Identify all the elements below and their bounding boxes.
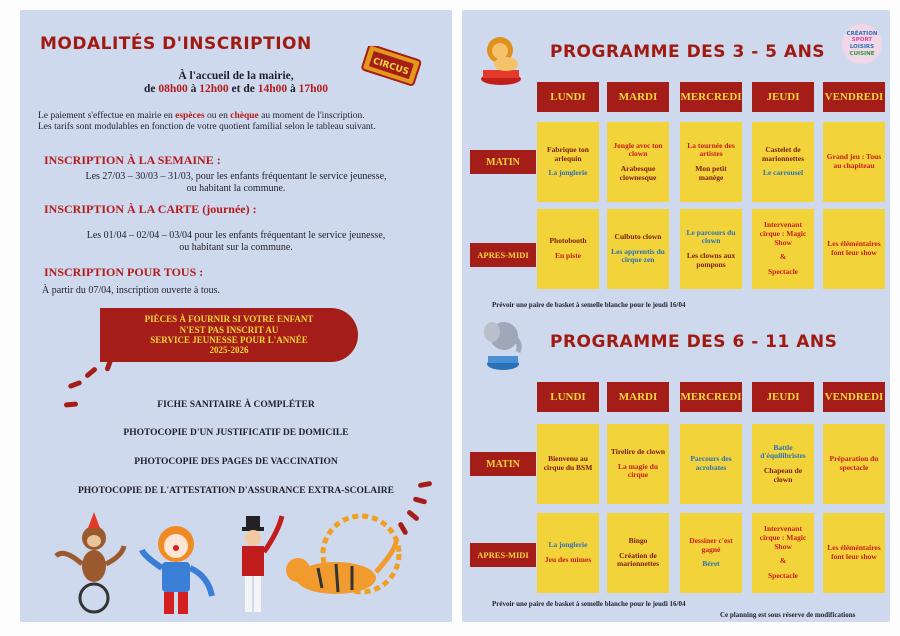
lion-icon <box>478 34 524 86</box>
basket-note-6-11: Prévoir une paire de basket à semelle blanche pour le jeudi 16/04 <box>492 600 686 608</box>
programme-3-5-title: PROGRAMME DES 3 - 5 ANS <box>550 42 826 62</box>
document-item: PHOTOCOPIE DE L'ATTESTATION D'ASSURANCE EXTRA-SCOLAIRE <box>77 486 395 496</box>
activity-label: Jongle avec ton clown <box>613 140 663 159</box>
carte-heading: INSCRIPTION À LA CARTE (journée) : <box>44 202 257 216</box>
activity-card <box>823 209 885 289</box>
slot-matin: MATIN <box>470 150 536 174</box>
inscription-title: MODALITÉS D'INSCRIPTION <box>40 34 312 54</box>
activity-card <box>537 209 599 289</box>
activity-label: Bingo <box>628 536 648 546</box>
activity-label: Les clowns aux pompons <box>686 251 736 269</box>
activity-label: Fabrique ton arlequin <box>547 145 589 163</box>
activity-card <box>752 209 814 289</box>
decor-dash <box>84 366 98 379</box>
clown-icon <box>142 526 212 614</box>
planning-footer: Ce planning est sous réserve de modifications <box>720 611 856 619</box>
activity-card <box>680 209 742 289</box>
ringmaster-icon <box>242 516 282 612</box>
slot-apres-midi: APRES-MIDI <box>470 543 536 567</box>
activity-card <box>607 122 669 202</box>
day-header: MARDI <box>607 82 669 112</box>
activity-label: Chapeau de clown <box>763 466 803 484</box>
payment-text: Le paiement s'effectue en mairie en espèces ou en chèque au moment de l'inscription. Les tarifs sont modulables en fonction de votre quotient familial selon le tableau suivant. <box>38 111 376 132</box>
document-item: FICHE SANITAIRE À COMPLÉTER <box>157 400 315 410</box>
activity-label: Jeu des mimes <box>544 555 592 564</box>
activity-label: Grand jeu : Tous au chapiteau <box>826 152 882 170</box>
day-header: VENDREDI <box>823 82 885 112</box>
activity-card <box>537 424 599 504</box>
activity-label: La tournée des artistes <box>687 140 735 159</box>
document-item: PHOTOCOPIE DES PAGES DE VACCINATION <box>134 457 338 467</box>
tous-heading: INSCRIPTION POUR TOUS : <box>44 265 204 279</box>
activity-label: Intervenant cirque : Magic Show <box>759 524 807 551</box>
activity-card <box>823 513 885 593</box>
activity-card <box>823 424 885 504</box>
accueil-block <box>20 70 452 96</box>
carte-text: Les 01/04 – 02/04 – 03/04 pour les enfants fréquentant le service jeunesse, ou habitant sur la commune. <box>86 230 386 253</box>
activity-label: Intervenant cirque : Magic Show <box>759 220 807 247</box>
activity-card <box>752 122 814 202</box>
activity-label: Le parcours du clown <box>686 227 736 246</box>
decor-dash <box>413 496 428 504</box>
activity-card <box>680 122 742 202</box>
activity-label: Le carrousel <box>762 168 804 178</box>
document-item: PHOTOCOPIE D'UN JUSTIFICATIF DE DOMICILE <box>123 428 349 438</box>
basket-note-3-5: Prévoir une paire de basket à semelle blanche pour le jeudi 16/04 <box>492 301 686 309</box>
tiger-icon <box>286 516 399 594</box>
activity-label: Arabesque clownesque <box>619 164 657 182</box>
activity-label: Photobooth <box>549 236 587 246</box>
day-header: MARDI <box>607 382 669 412</box>
activity-label: La jonglerie <box>548 540 588 550</box>
activity-label: & <box>779 556 787 566</box>
activity-card <box>607 209 669 289</box>
activity-card <box>537 122 599 202</box>
semaine-heading: INSCRIPTION À LA SEMAINE : <box>44 153 221 167</box>
activity-label: & <box>779 252 787 262</box>
accueil-hours: de 08h00 à 12h00 et de 14h00 à 17h00 <box>143 83 329 96</box>
activity-label: Les éléméntaires font leur show <box>827 239 881 257</box>
day-header: JEUDI <box>752 82 814 112</box>
activity-label: Spectacle <box>768 266 798 276</box>
activity-card <box>680 513 742 593</box>
activity-badge: CRÉATION SPORT LOISIRS CUISINE <box>842 24 882 64</box>
activity-label: Spectacle <box>768 570 798 580</box>
day-header: LUNDI <box>537 82 599 112</box>
activity-label: La jonglerie <box>548 168 588 178</box>
programme-panel <box>462 10 890 622</box>
activity-label: Mon petit manège <box>695 164 727 182</box>
activity-label: En piste <box>554 251 582 260</box>
activity-card <box>607 513 669 593</box>
activity-label: Béret <box>702 559 720 569</box>
day-header: LUNDI <box>537 382 599 412</box>
activity-card <box>537 513 599 593</box>
activity-label: Battle d'équilibristes <box>760 442 806 461</box>
day-header: VENDREDI <box>823 382 885 412</box>
tous-text: À partir du 07/04, inscription ouverte à tous. <box>42 285 221 296</box>
svg-text:CIRCUS: CIRCUS <box>371 56 410 78</box>
activity-card <box>607 424 669 504</box>
accueil-line1: À l'accueil de la mairie, <box>178 70 294 82</box>
day-header: MERCREDI <box>680 382 742 412</box>
activity-label: Préparation du spectacle <box>829 454 879 472</box>
activity-label: Création de marionnettes <box>616 550 660 569</box>
day-header: MERCREDI <box>680 82 742 112</box>
activity-label: Les éléméntaires font leur show <box>827 543 881 561</box>
decor-dash <box>68 380 83 389</box>
slot-matin: MATIN <box>470 452 536 476</box>
activity-label: Dessiner c'est gagné <box>689 536 733 554</box>
semaine-text: Les 27/03 – 30/03 – 31/03, pour les enfants fréquentant le service jeunesse, ou habitant la commune. <box>85 171 387 194</box>
day-header: JEUDI <box>752 382 814 412</box>
activity-label: Tirelire de clown <box>610 447 666 457</box>
elephant-icon <box>482 314 524 374</box>
activity-label: Culbuto clown <box>614 232 662 242</box>
circus-characters-illustration <box>46 508 426 620</box>
activity-label: Les apprentis du cirque zen <box>611 246 665 265</box>
documents-banner: PIÈCES À FOURNIR SI VOTRE ENFANT N'EST PAS INSCRIT AU SERVICE JEUNESSE POUR L'ANNÉE 2025-2026 <box>100 308 358 362</box>
monkey-icon <box>56 512 124 612</box>
activity-card <box>680 424 742 504</box>
activity-label: Castelet de marionnettes <box>761 145 805 163</box>
activity-label: Parcours des acrobates <box>690 454 732 472</box>
activity-card <box>752 424 814 504</box>
slot-apres-midi: APRES-MIDI <box>470 243 536 267</box>
inscription-panel <box>20 10 452 622</box>
activity-label: La magie du cirque <box>617 461 658 480</box>
activity-label: Bienvenu au cirque du BSM <box>543 454 593 472</box>
activity-card <box>823 122 885 202</box>
programme-6-11-title: PROGRAMME DES 6 - 11 ANS <box>550 332 838 352</box>
activity-card <box>752 513 814 593</box>
